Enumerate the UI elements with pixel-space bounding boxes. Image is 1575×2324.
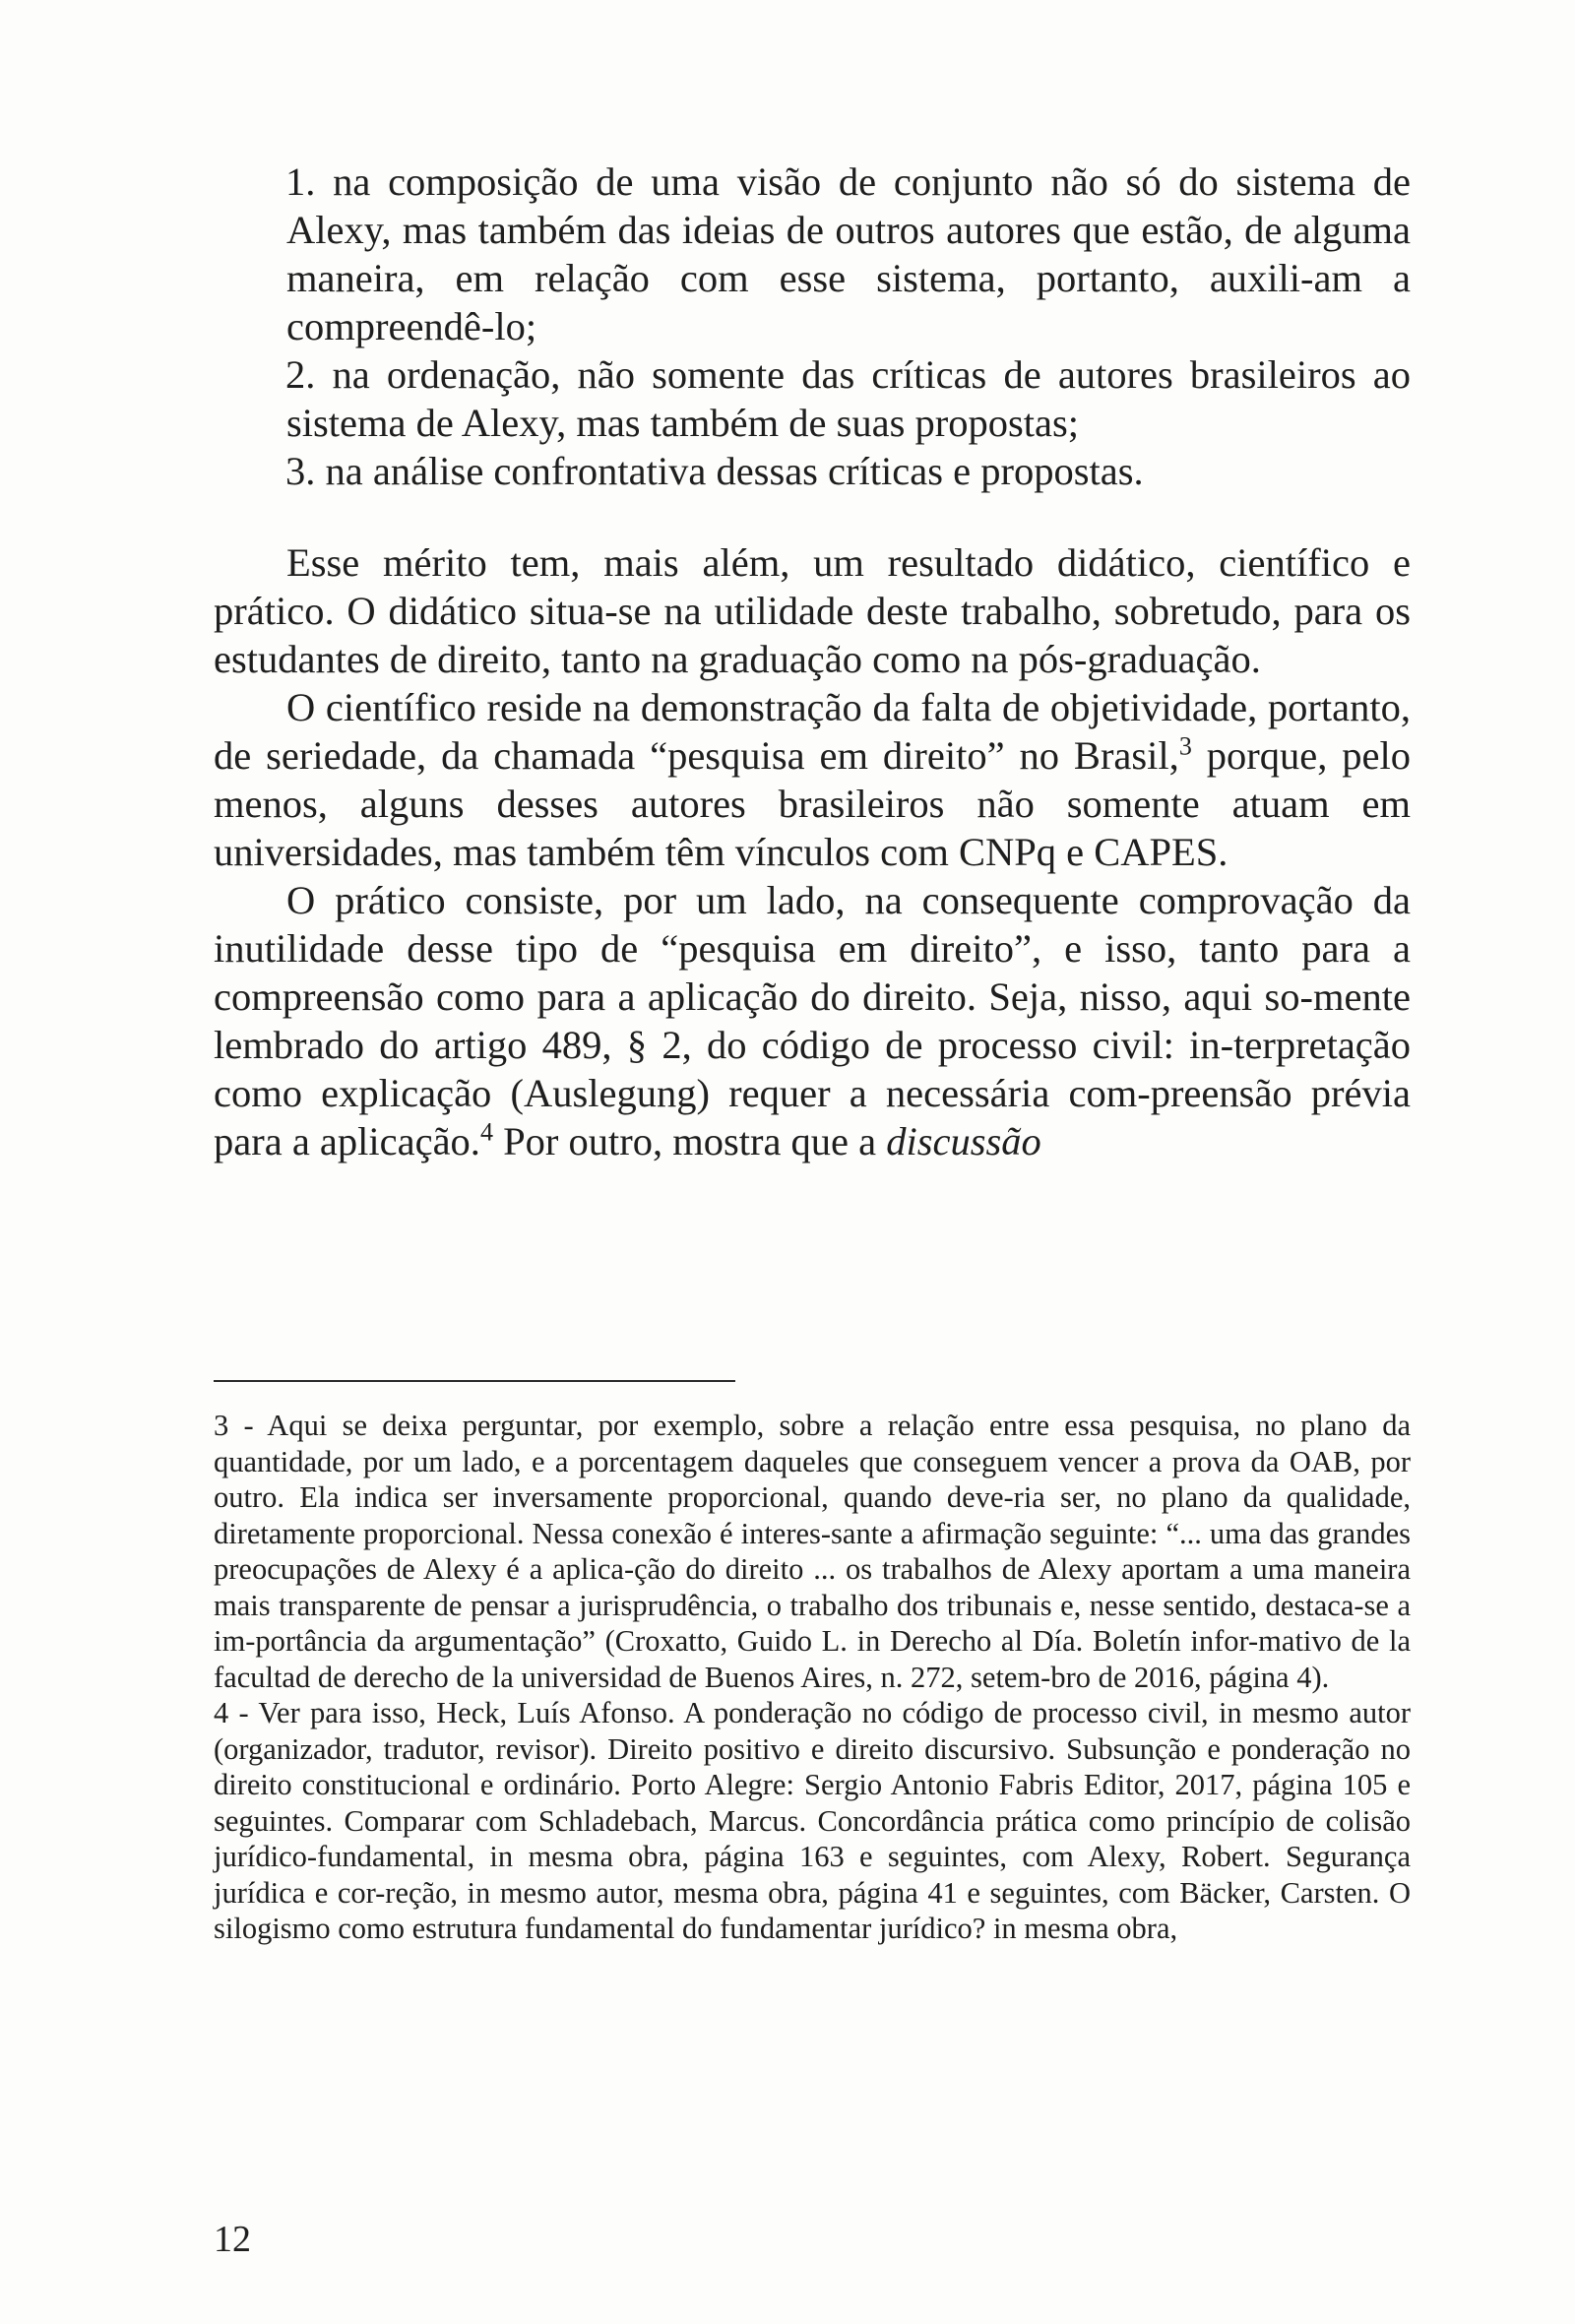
footnote-ref-4: 4: [479, 1117, 493, 1147]
main-text: [214, 157, 1411, 1165]
footnote-4: 4 - Ver para isso, Heck, Luís Afonso. A ponderação no código de processo civil, in mesmo autor (organizador, tradutor, revisor). Direito positivo e direito discursivo. Subsunção e ponderação no direito constitucional e ordinário. Porto Alegre: Sergio Antonio Fabris Editor, 2017, página 105 e seguintes. Comparar com Schladebach, Marcus. Concordância prática como princípio de colisão jurídico-fundamental, in mesma obra, página 163 e seguintes, com Alexy, Robert. Segurança jurídica e cor-reção, in mesmo autor, mesma obra, página 41 e seguintes, com Bäcker, Carsten. O silogismo como estrutura fundamental do fundamentar jurídico? in mesma obra,: [214, 1696, 1411, 1945]
footnote-separator: [214, 1380, 735, 1382]
page-body: [214, 157, 1411, 1165]
paragraph-3: [214, 876, 1411, 1165]
footnote-3: 3 - Aqui se deixa perguntar, por exemplo, sobre a relação entre essa pesquisa, no plano da quantidade, por um lado, e a porcentagem daqueles que conseguem vencer a prova da OAB, por outro. Ela indica ser inversamente proporcional, quando deve-ria ser, no plano da qualidade, diretamente proporcional. Nessa conexão é interes-sante a afirmação seguinte: “... uma das grandes preocupações de Alexy é a aplica-ção do direito ... os trabalhos de Alexy aportam a uma maneira mais transparente de pensar a jurisprudência, o trabalho dos tribunais e, nesse sentido, destaca-se a im-portância da argumentação” (Croxatto, Guido L. in Derecho al Día. Boletín infor-mativo de la facultad de derecho de la universidad de Buenos Aires, n. 272, setem-bro de 2016, página 4).: [214, 1409, 1411, 1694]
paragraph-3-italic-word: discussão: [886, 1119, 1041, 1163]
paragraph-gap: [214, 495, 1411, 538]
list-item-2: 2. na ordenação, não somente das críticas de autores brasileiros ao sistema de Alexy, mas também de suas propostas;: [285, 352, 1411, 445]
paragraph-2: [214, 683, 1411, 876]
paragraph-2-text-b: porque, pelo menos, alguns desses autores brasileiros não somente atuam em universidades, mas também têm vínculos com CNPq e CAPES.: [214, 733, 1411, 874]
paragraph-3-text-b: Por outro, mostra que a: [492, 1119, 887, 1163]
footnotes: [214, 1408, 1411, 1947]
footnote-ref-3: 3: [1178, 731, 1192, 761]
paragraph-3-text-a: O prático consiste, por um lado, na consequente comprovação da inutilidade desse tipo de “pesquisa em direito”, e isso, tanto para a compreensão como para a aplicação do direito. Seja, nisso, aqui so-mente lembrado do artigo 489, § 2, do código de processo civil: in-terpretação como explicação (Auslegung) requer a necessária com-preensão prévia para a aplicação.: [214, 878, 1411, 1163]
page-number: 12: [214, 2219, 251, 2260]
paragraph-1: Esse mérito tem, mais além, um resultado didático, científico e prático. O didático situa-se na utilidade deste trabalho, sobretudo, para os estudantes de direito, tanto na graduação como na pós-graduação.: [214, 540, 1411, 681]
paragraph-2-text-a: O científico reside na demonstração da falta de objetividade, portanto, de seriedade, da chamada “pesquisa em direito” no Brasil,: [214, 685, 1411, 778]
list-item-1: 1. na composição de uma visão de conjunto não só do sistema de Alexy, mas também das ideias de outros autores que estão, de alguma maneira, em relação com esse sistema, portanto, auxili-am a compreendê-lo;: [285, 159, 1411, 348]
list-item-3: 3. na análise confrontativa dessas críticas e propostas.: [285, 449, 1144, 493]
